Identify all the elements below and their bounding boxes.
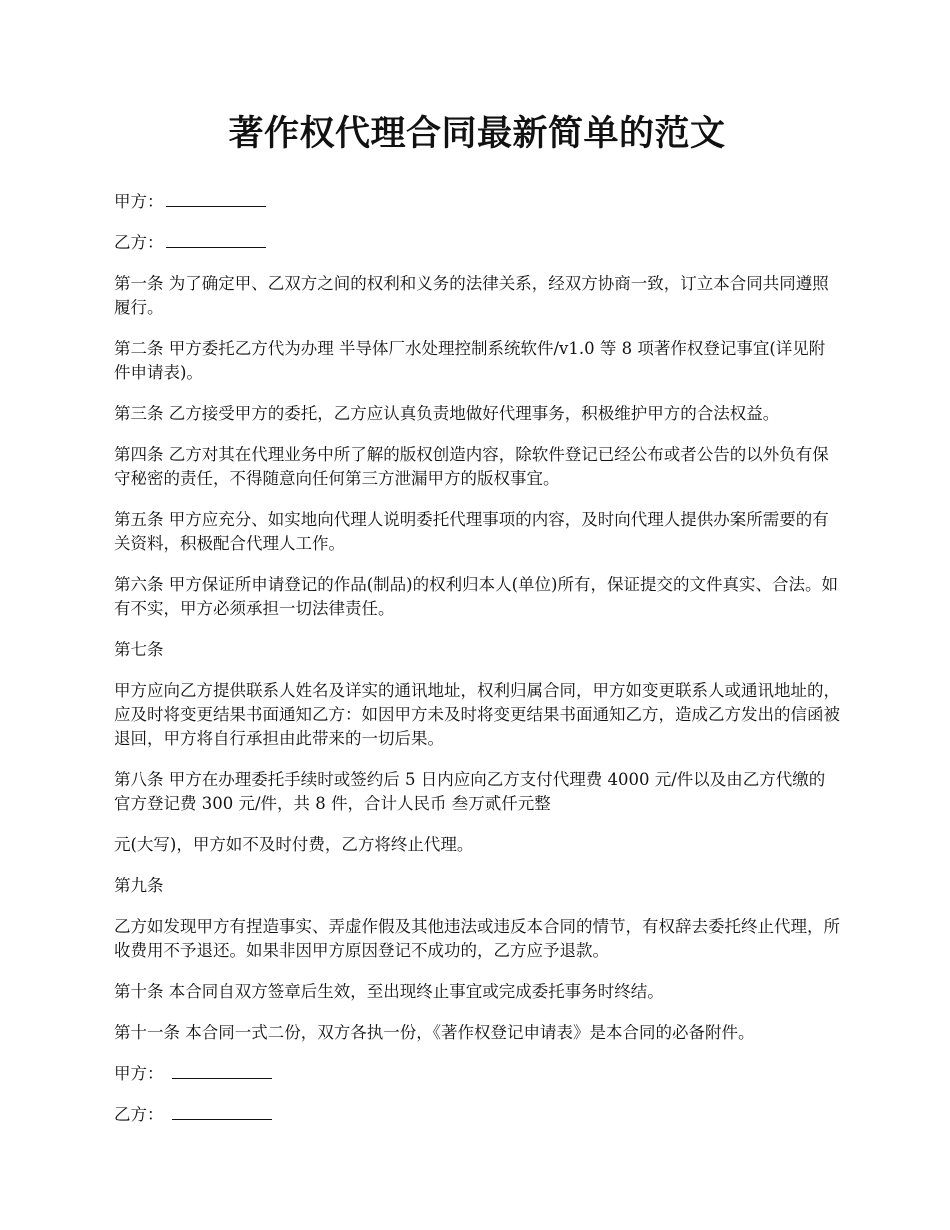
signature-b-blank [172, 1103, 272, 1120]
signature-a-blank [172, 1062, 272, 1079]
article-10: 第十条 本合同自双方签章后生效，至出现终止事宜或完成委托事务时终结。 [114, 982, 664, 1001]
article-6: 第六条 甲方保证所申请登记的作品(制品)的权利归本人(单位)所有，保证提交的文件真实、合法。如有不实，甲方必须承担一切法律责任。 [114, 575, 838, 618]
signature-b-line [114, 1103, 840, 1127]
signature-a-label: 甲方： [114, 1064, 164, 1083]
article-3: 第三条 乙方接受甲方的委托，乙方应认真负责地做好代理事务，积极维护甲方的合法权益。 [114, 404, 780, 423]
article-8-continued: 元(大写)，甲方如不及时付费，乙方将终止代理。 [114, 835, 474, 854]
article-7-heading: 第七条 [114, 640, 164, 659]
document-title: 著作权代理合同最新简单的范文 [228, 113, 726, 154]
article-2: 第二条 甲方委托乙方代为办理 半导体厂水处理控制系统软件/v1.0 等 8 项著作权登记事宜(详见附件申请表)。 [114, 339, 826, 382]
signature-a-line [114, 1062, 840, 1086]
article-1: 第一条 为了确定甲、乙双方之间的权利和义务的法律关系，经双方协商一致，订立本合同共同遵照履行。 [114, 274, 829, 317]
article-9-body: 乙方如发现甲方有捏造事实、弄虚作假及其他违法或违反本合同的情节，有权辞去委托终止代理，所收费用不予退还。如果非因甲方原因登记不成功的，乙方应予退款。 [114, 917, 840, 960]
signature-b-label: 乙方： [114, 1105, 164, 1124]
article-7-body: 甲方应向乙方提供联系人姓名及详实的通讯地址，权利归属合同，甲方如变更联系人或通讯地址的，应及时将变更结果书面通知乙方：如因甲方未及时将变更结果书面通知乙方，造成乙方发出的信函被退回，甲方将自行承担由此带来的一切后果。 [114, 681, 840, 748]
article-9-heading: 第九条 [114, 876, 164, 895]
party-a-label: 甲方： [114, 192, 164, 211]
party-b-line [114, 231, 840, 255]
party-a-line [114, 190, 840, 214]
article-8: 第八条 甲方在办理委托手续时或签约后 5 日内应向乙方支付代理费 4000 元/件以及由乙方代缴的官方登记费 300 元/件，共 8 件，合计人民币 叁万贰仟元整 [114, 770, 826, 813]
article-5: 第五条 甲方应充分、如实地向代理人说明委托代理事项的内容，及时向代理人提供办案所需要的有关资料，积极配合代理人工作。 [114, 510, 829, 553]
article-4: 第四条 乙方对其在代理业务中所了解的版权创造内容，除软件登记已经公布或者公告的以外负有保守秘密的责任，不得随意向任何第三方泄漏甲方的版权事宜。 [114, 445, 829, 488]
party-a-blank [166, 190, 266, 207]
party-b-blank [166, 231, 266, 248]
party-b-label: 乙方： [114, 233, 164, 252]
article-11: 第十一条 本合同一式二份，双方各执一份，《著作权登记申请表》是本合同的必备附件。 [114, 1023, 755, 1042]
